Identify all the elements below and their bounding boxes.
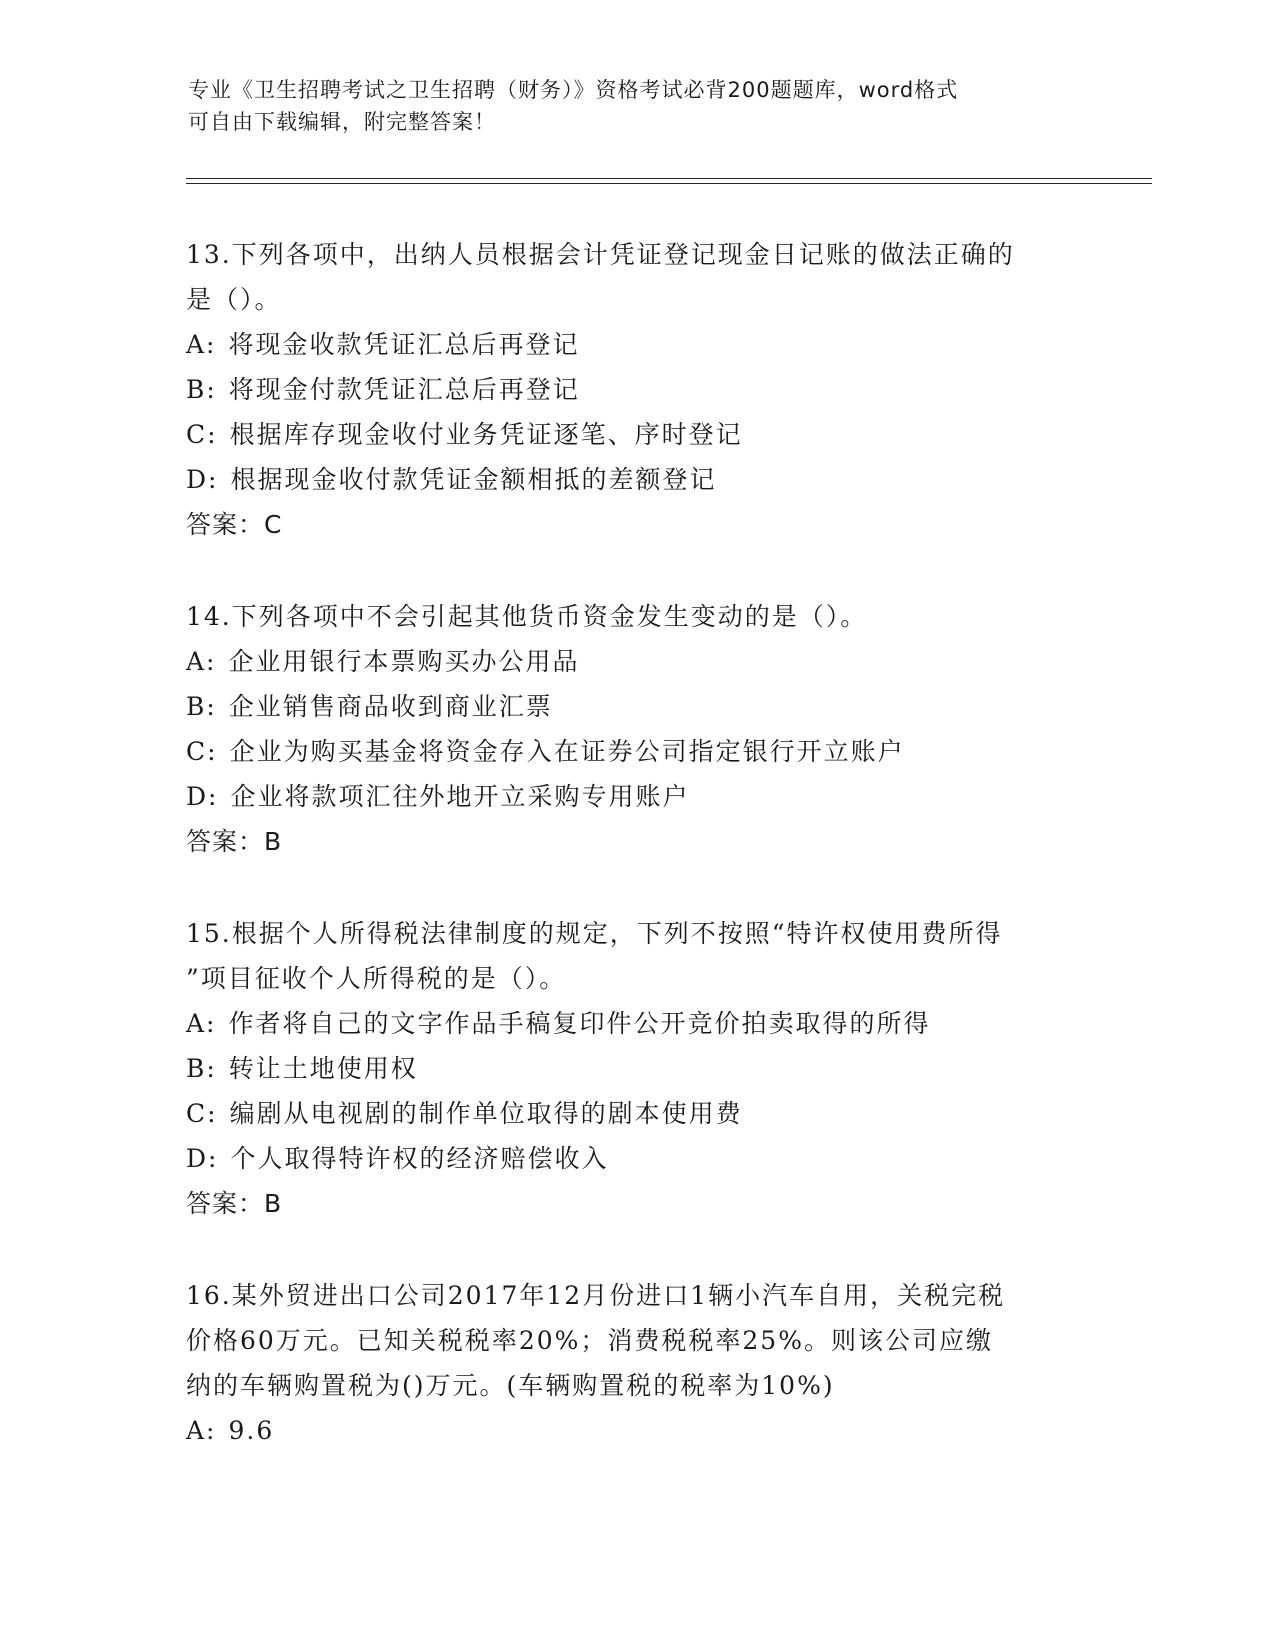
- header-divider-bottom: [186, 183, 1152, 184]
- option-text: 将现金收款凭证汇总后再登记: [228, 330, 580, 359]
- option-text: 企业将款项汇往外地开立采购专用账户: [230, 782, 690, 811]
- question-text: 15.根据个人所得税法律制度的规定，下列不按照“特许权使用费所得: [186, 919, 1003, 948]
- answer-text: 答案：C: [186, 510, 283, 539]
- option-text: 编剧从电视剧的制作单位取得的剧本使用费: [229, 1099, 743, 1128]
- question-text: ”项目征收个人所得税的是（）。: [186, 964, 567, 993]
- option-a: [186, 639, 1086, 684]
- question-13: [186, 232, 1086, 548]
- option-d: [186, 774, 1086, 819]
- option-b: [186, 367, 1086, 412]
- question-text: 13.下列各项中，出纳人员根据会计凭证登记现金日记账的做法正确的: [186, 240, 1015, 269]
- question-text: 纳的车辆购置税为()万元。(车辆购置税的税率为10%): [186, 1371, 835, 1400]
- option-letter: D:: [186, 465, 219, 494]
- question-15: [186, 911, 1086, 1227]
- question-text: 价格60万元。已知关税税率20%；消费税税率25%。则该公司应缴: [186, 1326, 993, 1355]
- question-text: 16.某外贸进出口公司2017年12月份进口1辆小汽车自用，关税完税: [186, 1281, 1006, 1310]
- header-line-1: 专业《卫生招聘考试之卫生招聘（财务）》资格考试必背200题题库，word格式: [188, 78, 959, 102]
- option-d: [186, 1136, 1086, 1181]
- option-text: 根据库存现金收付业务凭证逐笔、序时登记: [229, 420, 743, 449]
- option-letter: B:: [186, 375, 217, 404]
- option-text: 企业用银行本票购买办公用品: [228, 647, 580, 676]
- option-letter: A:: [186, 1416, 217, 1445]
- option-d: [186, 457, 1086, 502]
- option-c: [186, 729, 1086, 774]
- option-text: 将现金付款凭证汇总后再登记: [228, 375, 580, 404]
- answer-text: 答案：B: [186, 1189, 283, 1218]
- option-letter: C:: [186, 737, 218, 766]
- answer-text: 答案：B: [186, 827, 283, 856]
- question-16: [186, 1273, 1086, 1453]
- question-14: [186, 594, 1086, 865]
- option-a: [186, 322, 1086, 367]
- option-letter: A:: [186, 647, 217, 676]
- option-letter: A:: [186, 1009, 217, 1038]
- option-text: 作者将自己的文字作品手稿复印件公开竞价拍卖取得的所得: [228, 1009, 931, 1038]
- option-text: 企业销售商品收到商业汇票: [228, 692, 553, 721]
- option-letter: B:: [186, 1054, 217, 1083]
- document-header: [188, 74, 1088, 138]
- option-text: 企业为购买基金将资金存入在证券公司指定银行开立账户: [229, 737, 905, 766]
- option-c: [186, 1091, 1086, 1136]
- option-letter: C:: [186, 420, 218, 449]
- option-letter: D:: [186, 782, 219, 811]
- option-text: 转让土地使用权: [228, 1054, 418, 1083]
- option-letter: C:: [186, 1099, 218, 1128]
- header-line-2: 可自由下载编辑，附完整答案！: [188, 110, 496, 134]
- option-b: [186, 684, 1086, 729]
- option-text: 9.6: [228, 1416, 275, 1445]
- option-text: 根据现金收付款凭证金额相抵的差额登记: [230, 465, 717, 494]
- option-a: [186, 1001, 1086, 1046]
- option-letter: D:: [186, 1144, 219, 1173]
- option-c: [186, 412, 1086, 457]
- question-text: 是（）。: [186, 285, 282, 314]
- question-text: 14.下列各项中不会引起其他货币资金发生变动的是（）。: [186, 602, 868, 631]
- option-b: [186, 1046, 1086, 1091]
- option-letter: B:: [186, 692, 217, 721]
- option-a: [186, 1408, 1086, 1453]
- header-divider-top: [186, 178, 1152, 179]
- question-list: [186, 232, 1086, 1499]
- option-text: 个人取得特许权的经济赔偿收入: [230, 1144, 609, 1173]
- option-letter: A:: [186, 330, 217, 359]
